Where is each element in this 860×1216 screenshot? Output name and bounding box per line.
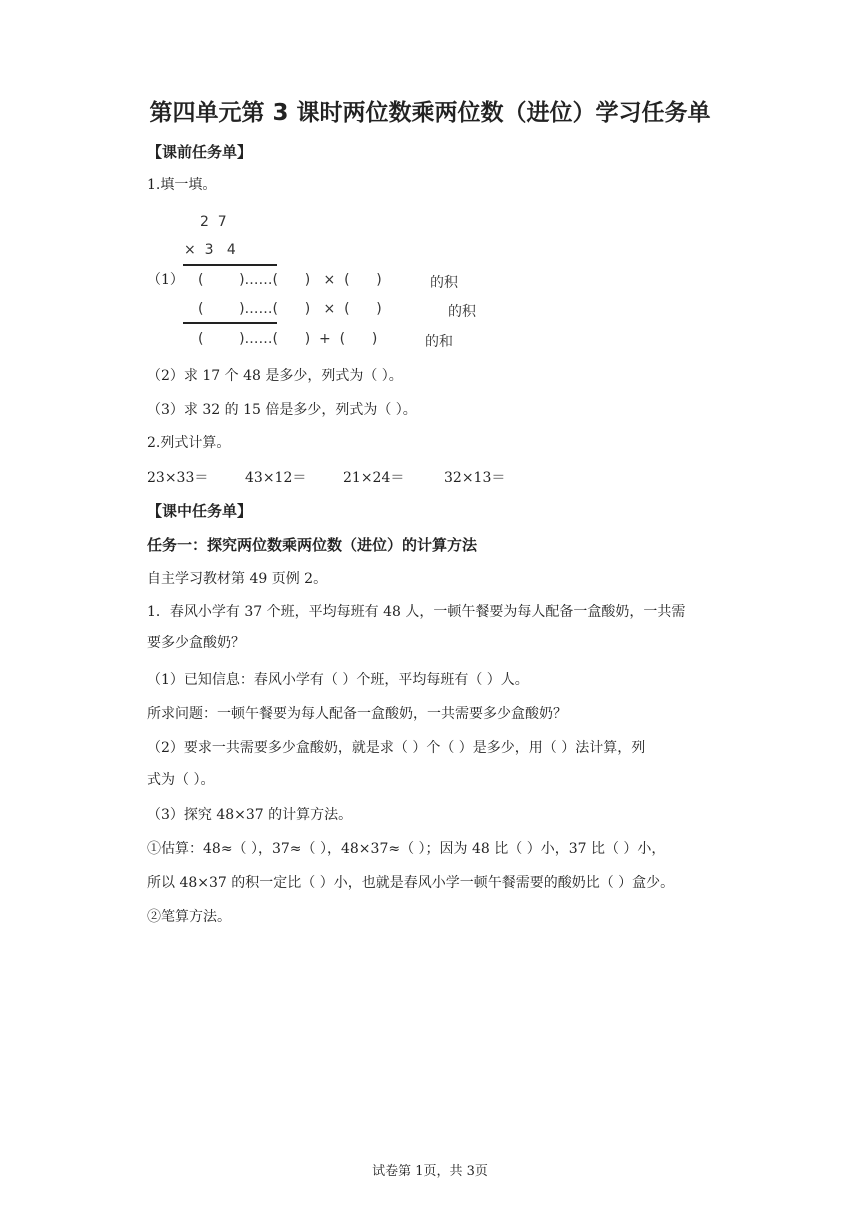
question-1-2: （2）求 17 个 48 是多少，列式为（ ）。 (147, 368, 403, 384)
vertical-row-2-suffix: 的积 (448, 304, 476, 320)
page-title: 第四单元第 3 课时两位数乘两位数（进位）学习任务单 (149, 100, 711, 126)
calc-item-4: 32×13＝ (444, 470, 506, 486)
calc-item-1: 23×33＝ (147, 470, 209, 486)
vertical-row-2: ( )……( ) × ( ) (198, 301, 382, 317)
estimate-line-1: ①估算：48≈（ ），37≈（ ），48×37≈（ ）；因为 48 比（ ）小，37 比（ ）小， (147, 841, 666, 857)
vertical-top-number: 2 7 (200, 214, 227, 230)
question-1: 1.填一填。 (147, 177, 217, 193)
self-study-instruction: 自主学习教材第 49 页例 2。 (147, 571, 328, 587)
vertical-row-1: ( )……( ) × ( ) (198, 272, 382, 288)
question-1-1-label: （1） (147, 272, 184, 288)
vertical-rule-1 (183, 264, 277, 266)
problem-1-2-line-2: 式为（ ）。 (147, 772, 215, 788)
problem-1-2-line-1: （2）要求一共需要多少盒酸奶，就是求（ ）个（ ）是多少，用（ ）法计算，列 (147, 740, 646, 756)
vertical-rule-2 (183, 322, 277, 324)
written-method: ②笔算方法。 (147, 909, 231, 925)
problem-1-line-2: 要多少盒酸奶？ (147, 635, 245, 651)
problem-1-question: 所求问题：一顿午餐要为每人配备一盒酸奶，一共需要多少盒酸奶？ (147, 706, 567, 722)
pre-class-section-heading: 【课前任务单】 (147, 143, 253, 161)
problem-1-3: （3）探究 48×37 的计算方法。 (147, 807, 353, 823)
vertical-row-3: ( )……( ) + ( ) (198, 331, 378, 347)
in-class-section-heading: 【课中任务单】 (147, 502, 253, 520)
vertical-multiplier: × 3 4 (184, 242, 236, 258)
estimate-line-2: 所以 48×37 的积一定比（ ）小，也就是春风小学一顿午餐需要的酸奶比（ ）盒少。 (147, 875, 675, 891)
vertical-row-3-suffix: 的和 (425, 334, 453, 350)
question-2: 2.列式计算。 (147, 435, 231, 451)
vertical-multiplication-figure (180, 210, 480, 355)
calc-item-2: 43×12＝ (245, 470, 307, 486)
problem-1-known-info: （1）已知信息：春风小学有（ ）个班，平均每班有（ ）人。 (147, 672, 529, 688)
question-1-3: （3）求 32 的 15 倍是多少，列式为（ ）。 (147, 402, 417, 418)
task-1-heading: 任务一：探究两位数乘两位数（进位）的计算方法 (147, 536, 478, 554)
problem-1-line-1: 1．春风小学有 37 个班，平均每班有 48 人，一顿午餐要为每人配备一盒酸奶，一共需 (147, 604, 686, 620)
vertical-row-1-suffix: 的积 (430, 275, 458, 291)
calc-item-3: 21×24＝ (343, 470, 405, 486)
page-footer: 试卷第 1页，共 3页 (372, 1164, 488, 1179)
